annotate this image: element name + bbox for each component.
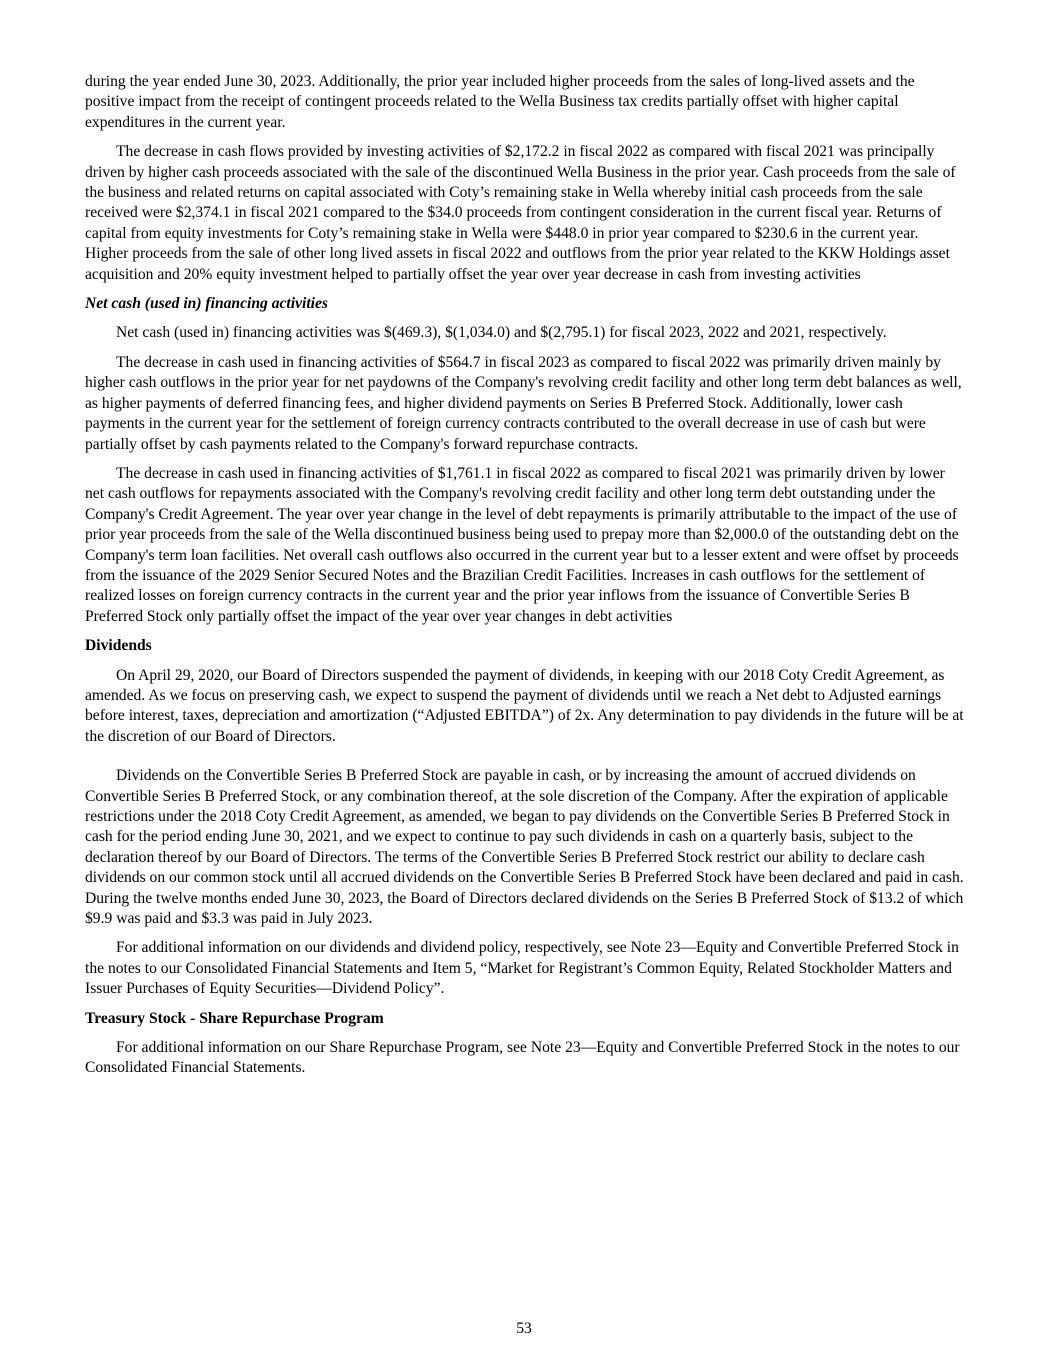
paragraph-dividends-additional-info: For additional information on our dividends and dividend policy, respectively, see Note 23—Equity and Convertible Preferred Stock in the notes to our Consolidated Financial Statements and Item 5, “Market for Registrant’s Common Equity, Related Stockholder Matters and Issuer Purchases of Equity Securities—Dividend Policy”. [85,939,959,998]
heading-treasury-stock: Treasury Stock - Share Repurchase Program [85,1009,384,1027]
document-body [85,72,965,1079]
paragraph-dividends-suspension: On April 29, 2020, our Board of Directors suspended the payment of dividends, in keeping with our 2018 Coty Credit Agreement, as amended. As we focus on preserving cash, we expect to suspend the payment of dividends until we reach a Net debt to Adjusted earnings before interest, taxes, depreciation and amortization (“Adjusted EBITDA”) of 2x. Any determination to pay dividends in the future will be at the discretion of our Board of Directors. [85,666,964,745]
heading-dividends: Dividends [85,637,152,655]
paragraph-share-repurchase: For additional information on our Share Repurchase Program, see Note 23—Equity and Convertible Preferred Stock in the notes to our Consolidated Financial Statements. [85,1039,960,1077]
paragraph-investing-fiscal-2022: The decrease in cash flows provided by investing activities of $2,172.2 in fiscal 2022 as compared with fiscal 2021 was principally driven by higher cash proceeds associated with the sale of the discontinued Wella Business in the prior year. Cash proceeds from the sale of the business and related returns on capital associated with Coty’s remaining stake in Wella whereby initial cash proceeds from the sale received were $2,374.1 in fiscal 2021 compared to the $34.0 proceeds from contingent consideration in the current fiscal year. Returns of capital from equity investments for Coty’s remaining stake in Wella were $448.0 in prior year compared to $230.6 in the current year. Higher proceeds from the sale of other long lived assets in fiscal 2022 and outflows from the prior year related to the KKW Holdings asset acquisition and 20% equity investment helped to partially offset the year over year decrease in cash from investing activities [85,143,956,283]
paragraph-financing-summary: Net cash (used in) financing activities was $(469.3), $(1,034.0) and $(2,795.1) for fiscal 2023, 2022 and 2021, respectively. [116,324,887,342]
paragraph-investing-continuation: during the year ended June 30, 2023. Additionally, the prior year included higher proceeds from the sales of long-lived assets and the positive impact from the receipt of contingent proceeds related to the Wella Business tax credits partially offset with higher capital expenditures in the current year. [85,73,915,131]
paragraph-financing-fiscal-2022: The decrease in cash used in financing activities of $1,761.1 in fiscal 2022 as compared to fiscal 2021 was primarily driven by lower net cash outflows for repayments associated with the Company's revolving credit facility and other long term debt outstanding under the Company's Credit Agreement. The year over year change in the level of debt repayments is primarily attributable to the impact of the use of prior year proceeds from the sale of the Wella discontinued business being used to prepay more than $2,000.0 of the outstanding debt on the Company's term loan facilities. Net overall cash outflows also occurred in the current year but to a lesser extent and were offset by proceeds from the issuance of the 2029 Senior Secured Notes and the Brazilian Credit Facilities. Increases in cash outflows for the settlement of realized losses on foreign currency contracts in the current year and the prior year inflows from the issuance of Convertible Series B Preferred Stock only partially offset the impact of the year over year changes in debt activities [85,464,959,625]
page-number: 53 [516,1320,532,1337]
heading-financing-activities: Net cash (used in) financing activities [85,295,328,313]
paragraph-financing-fiscal-2023: The decrease in cash used in financing activities of $564.7 in fiscal 2023 as compared to fiscal 2022 was primarily driven mainly by higher cash outflows in the prior year for net paydowns of the Company's revolving credit facility and other long term debt balances as well, as higher payments of deferred financing fees, and higher dividend payments on Series B Preferred Stock. Additionally, lower cash payments in the current year for the settlement of foreign currency contracts contributed to the overall decrease in use of cash but were partially offset by cash payments related to the Company's forward repurchase contracts. [85,353,962,453]
paragraph-dividends-series-b: Dividends on the Convertible Series B Preferred Stock are payable in cash, or by increasing the amount of accrued dividends on Convertible Series B Preferred Stock, or any combination thereof, at the sole discretion of the Company. After the expiration of applicable restrictions under the 2018 Coty Credit Agreement, as amended, we began to pay dividends on the Convertible Series B Preferred Stock in cash for the period ending June 30, 2021, and we expect to continue to pay such dividends in cash on a quarterly basis, subject to the declaration thereof by our Board of Directors. The terms of the Convertible Series B Preferred Stock restrict our ability to declare cash dividends on our common stock until all accrued dividends on the Convertible Series B Preferred Stock have been declared and paid in cash. During the twelve months ended June 30, 2023, the Board of Directors declared dividends on the Series B Preferred Stock of $13.2 of which $9.9 was paid and $3.3 was paid in July 2023. [85,767,964,928]
